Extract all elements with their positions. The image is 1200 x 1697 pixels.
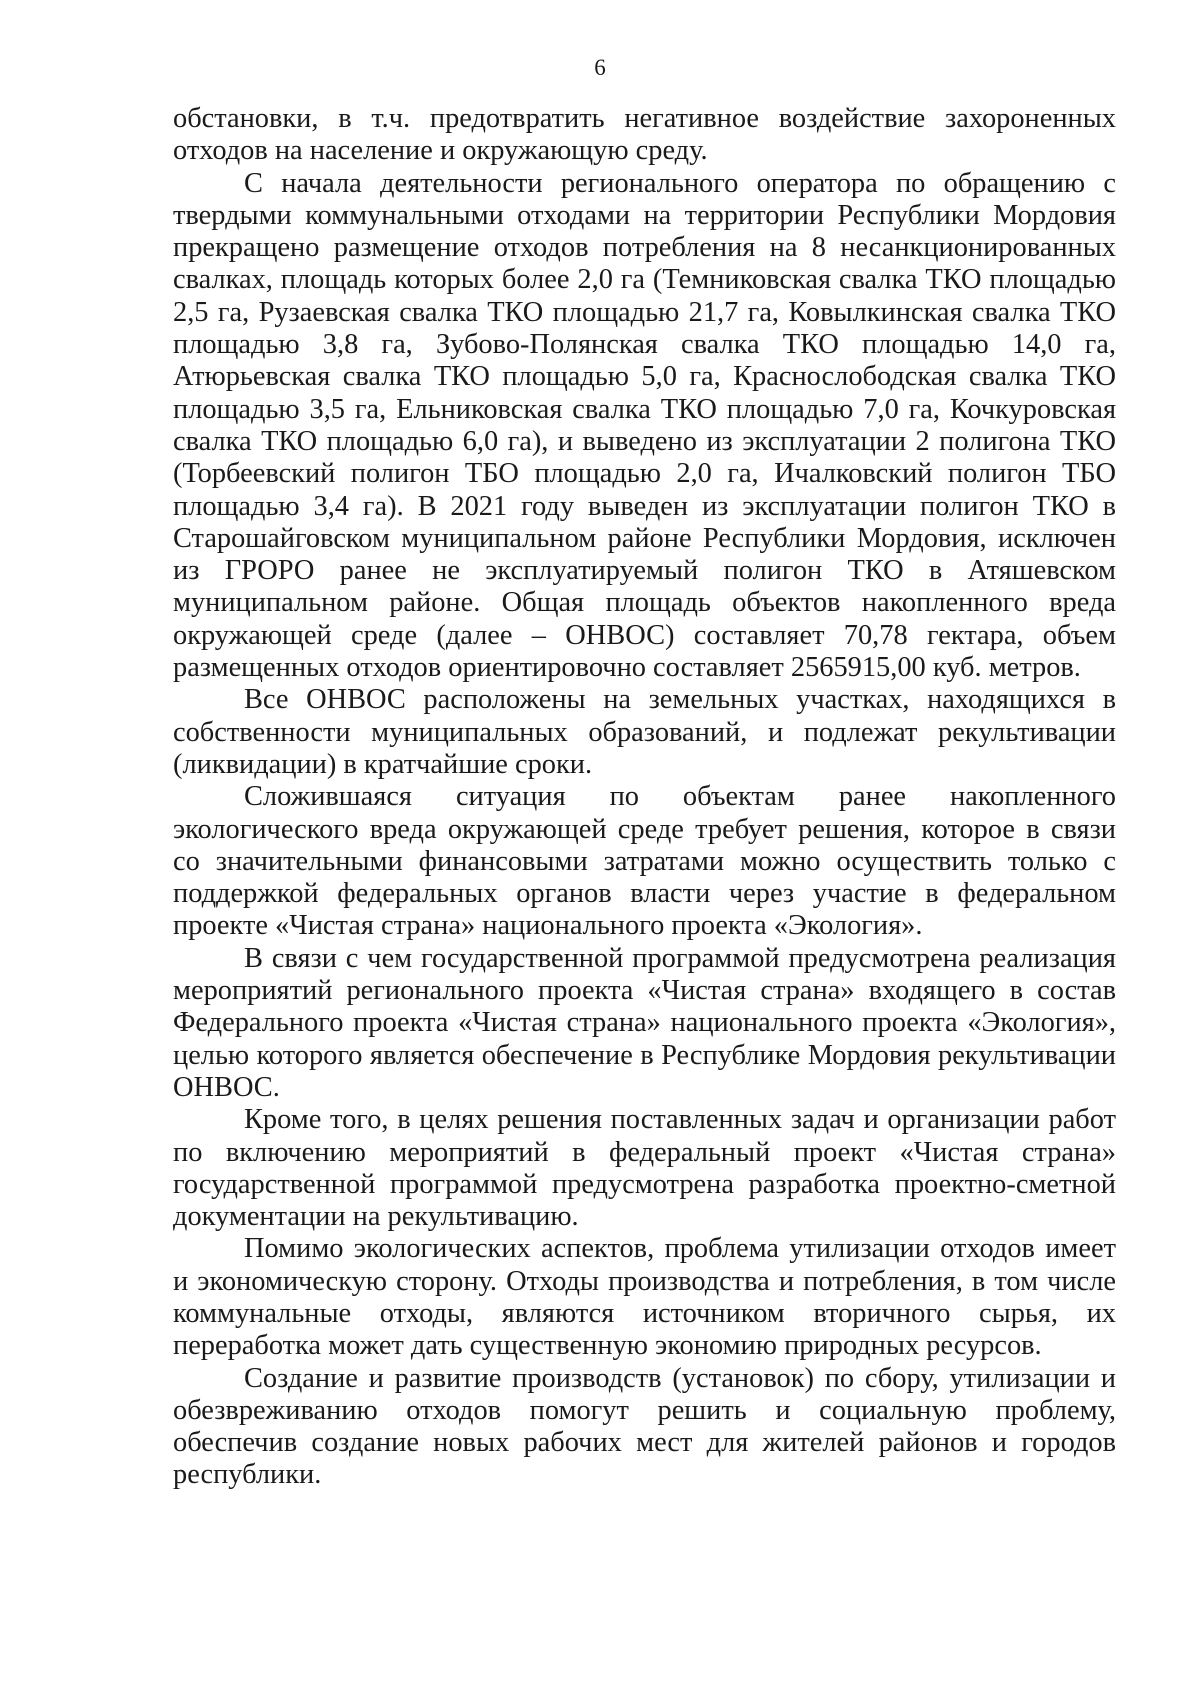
paragraph-current-situation: Сложившаяся ситуация по объектам ранее накопленного экологического вреда окружающей среде требует решения, которое в связи со значительными финансовыми затратами можно осуществить только с поддержкой федеральных органов власти через участие в федеральном проекте «Чистая страна» национального проекта «Экология». [173,781,1116,942]
document-body [173,103,1116,1492]
paragraph-economic-aspect: Помимо экологических аспектов, проблема утилизации отходов имеет и экономическую сторону. Отходы производства и потребления, в том числе коммунальные отходы, являются источником вторичного сырья, их переработка может дать существенную экономию природных ресурсов. [173,1233,1116,1362]
paragraph-state-program: В связи с чем государственной программой предусмотрена реализация мероприятий регионального проекта «Чистая страна» входящего в состав Федерального проекта «Чистая страна» национального проекта «Экология», целью которого является обеспечение в Республике Мордовия рекультивации ОНВОС. [173,942,1116,1103]
paragraph-continuation: обстановки, в т.ч. предотвратить негативное воздействие захороненных отходов на население и окружающую среду. [173,103,1116,167]
paragraph-onvos-land: Все ОНВОС расположены на земельных участках, находящихся в собственности муниципальных образований, и подлежат рекультивации (ликвидации) в кратчайшие сроки. [173,684,1116,780]
paragraph-design-documentation: Кроме того, в целях решения поставленных задач и организации работ по включению мероприятий в федеральный проект «Чистая страна» государственной программой предусмотрена разработка проектно-сметной документации на рекультивацию. [173,1104,1116,1233]
paragraph-regional-operator: С начала деятельности регионального оператора по обращению с твердыми коммунальными отходами на территории Республики Мордовия прекращено размещение отходов потребления на 8 несанкционированных свалках, площадь которых более 2,0 га (Темниковская свалка ТКО площадью 2,5 га, Рузаевская свалка ТКО площадью 21,7 га, Ковылкинская свалка ТКО площадью 3,8 га, Зубово-Полянская свалка ТКО площадью 14,0 га, Атюрьевская свалка ТКО площадью 5,0 га, Краснослободская свалка ТКО площадью 3,5 га, Ельниковская свалка ТКО площадью 7,0 га, Кочкуровская свалка ТКО площадью 6,0 га), и выведено из эксплуатации 2 полигона ТКО (Торбеевский полигон ТБО площадью 2,0 га, Ичалковский полигон ТБО площадью 3,4 га). В 2021 году выведен из эксплуатации полигон ТКО в Старошайговском муниципальном районе Республики Мордовия, исключен из ГРОРО ранее не эксплуатируемый полигон ТКО в Атяшевском муниципальном районе. Общая площадь объектов накопленного вреда окружающей среде (далее – ОНВОС) составляет 70,78 гектара, объем размещенных отходов ориентировочно составляет 2565915,00 куб. метров. [173,167,1116,684]
paragraph-social-problem: Создание и развитие производств (установок) по сбору, утилизации и обезвреживанию отходов помогут решить и социальную проблему, обеспечив создание новых рабочих мест для жителей районов и городов республики. [173,1362,1116,1491]
page-number: 6 [594,55,606,80]
